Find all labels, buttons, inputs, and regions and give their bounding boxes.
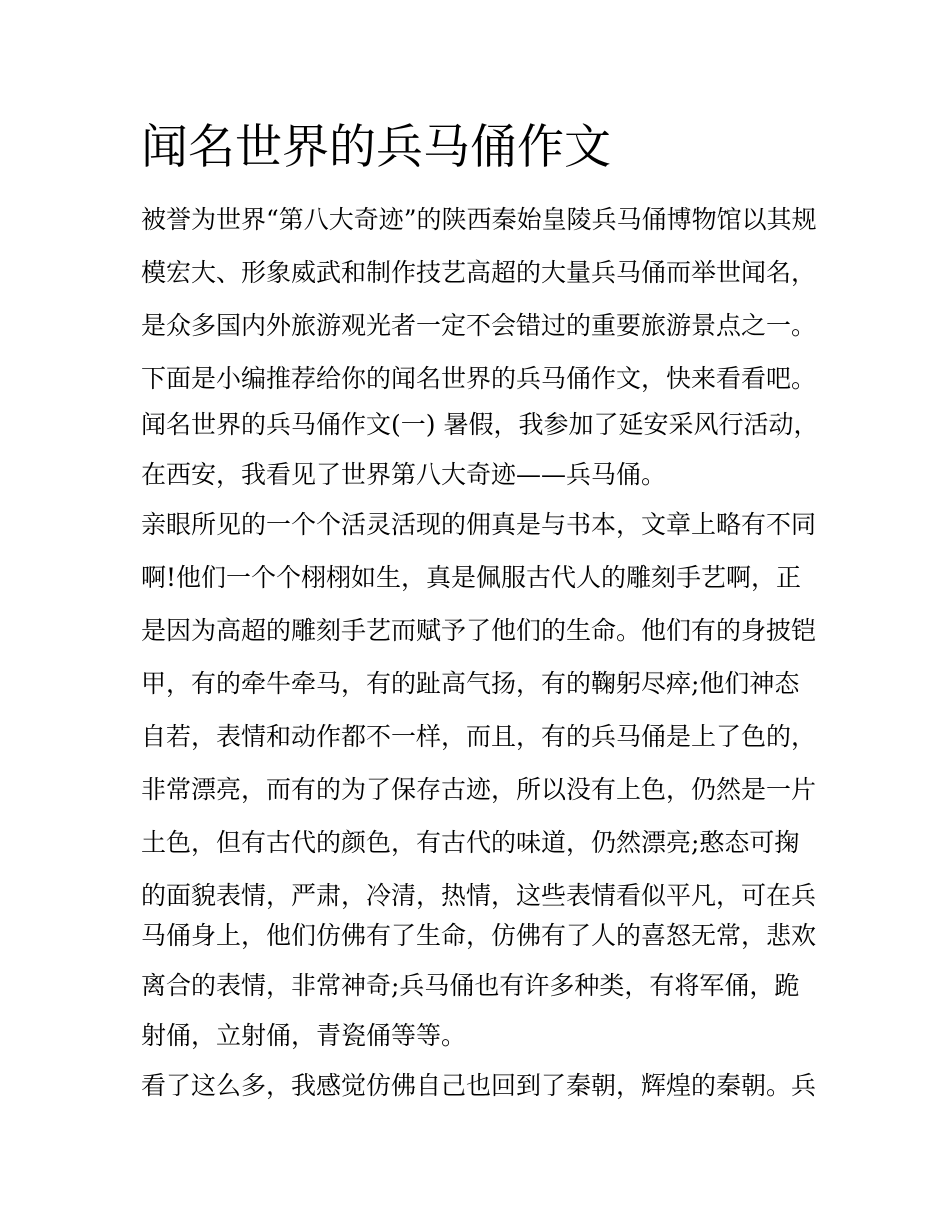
text-line: 被誉为世界“第八大奇迹”的陕西秦始皇陵兵马俑博物馆以其规 [141, 205, 817, 234]
text-line: 马俑身上，他们仿佛有了生命，仿佛有了人的喜怒无常，悲欢 [141, 921, 817, 950]
text-line: 是众多国内外旅游观光者一定不会错过的重要旅游景点之一。 [141, 311, 817, 340]
text-line: 离合的表情，非常神奇;兵马俑也有许多种类，有将军俑，跪 [141, 971, 800, 1000]
text-line: 在西安，我看见了世界第八大奇迹——兵马俑。 [141, 460, 667, 489]
text-line: 甲，有的牵牛牵马，有的趾高气扬，有的鞠躬尽瘁;他们神态 [141, 669, 800, 698]
text-line: 自若，表情和动作都不一样，而且，有的兵马俑是上了色的， [141, 722, 817, 751]
text-line: 啊!他们一个个栩栩如生，真是佩服古代人的雕刻手艺啊，正 [141, 563, 802, 592]
text-line: 闻名世界的兵马俑作文(一) 暑假，我参加了延安采风行活动， [141, 410, 819, 439]
text-line: 亲眼所见的一个个活灵活现的佣真是与书本，文章上略有不同 [141, 510, 817, 539]
text-line: 土色，但有古代的颜色，有古代的味道，仍然漂亮;憨态可掬 [141, 828, 800, 857]
text-line: 射俑，立射俑，青瓷俑等等。 [141, 1021, 467, 1050]
text-line: 下面是小编推荐给你的闻名世界的兵马俑作文，快来看看吧。 [141, 364, 817, 393]
text-line: 模宏大、形象威武和制作技艺高超的大量兵马俑而举世闻名， [141, 258, 817, 287]
text-line: 的面貌表情，严肃，冷清，热情，这些表情看似平凡，可在兵 [141, 881, 817, 910]
document-title: 闻名世界的兵马俑作文 [141, 120, 611, 175]
text-line: 非常漂亮，而有的为了保存古迹，所以没有上色，仍然是一片 [141, 775, 817, 804]
text-line: 是因为高超的雕刻手艺而赋予了他们的生命。他们有的身披铠 [141, 616, 817, 645]
text-line: 看了这么多，我感觉仿佛自己也回到了秦朝，辉煌的秦朝。兵 [141, 1071, 817, 1100]
